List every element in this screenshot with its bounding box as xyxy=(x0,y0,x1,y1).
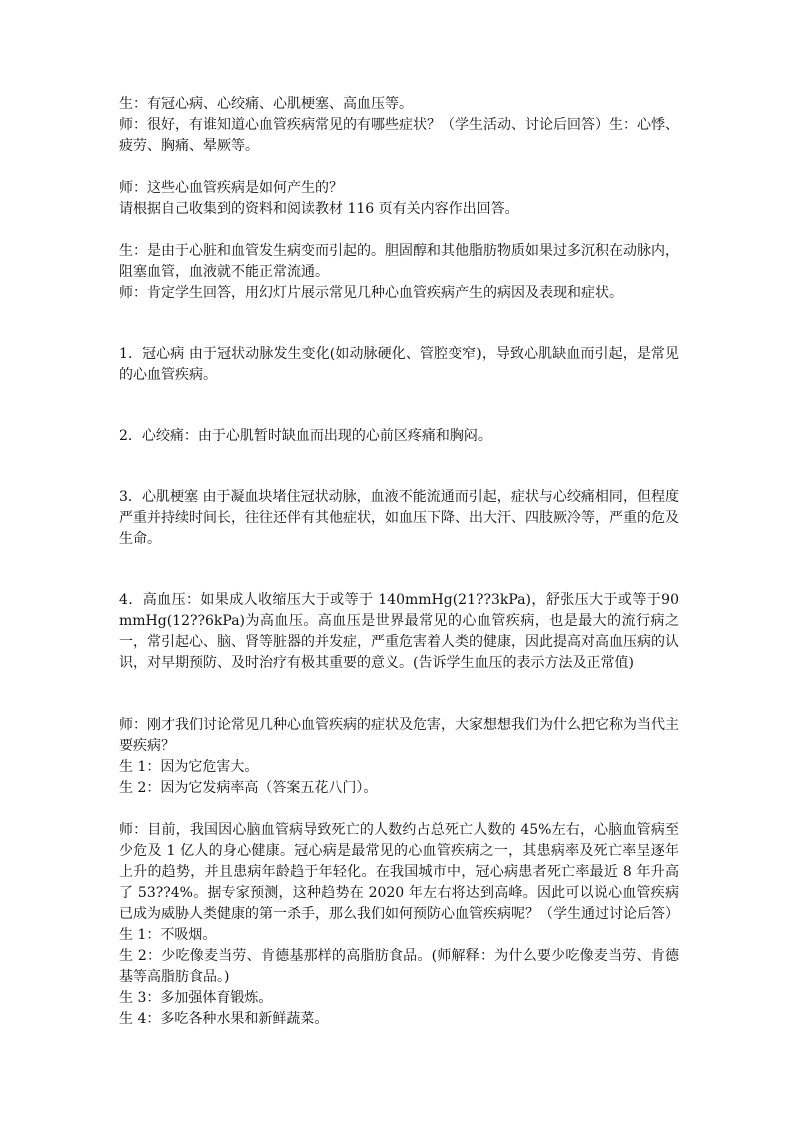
paragraph-gap xyxy=(119,799,679,820)
disease-angina: 2．心绞痛：由于心肌暂时缺血而出现的心前区疼痛和胸闷。 xyxy=(119,428,492,444)
teacher-slides: 师：肯定学生回答，用幻灯片展示常见几种心血管疾病产生的病因及表现和症状。 xyxy=(119,285,623,301)
teacher-statistics: 师：目前，我国因心脑血管病导致死亡的人数约占总死亡人数的 45%左右，心脑血管病至少危及 1 亿人的身心健康。冠心病是最常见的心血管疾病之一，其患病率及死亡率呈逐年上升的趋势，并且患病年龄趋于年轻化。在我国城市中，冠心病患者死亡率最近 8 年升高了 53??4%。据专家预测，这种趋势在 2020 年左右将达到高峰。因此可以说心血管疾病已成为威胁人类健康的第一杀手，那么我们如何预防心血管疾病呢？（学生通过讨论后答） xyxy=(119,822,679,922)
instruction-textbook: 请根据自己收集到的资料和阅读教材 116 页有关内容作出回答。 xyxy=(119,201,519,217)
disease-hypertension: 4．高血压：如果成人收缩压大于或等于 140mmHg(21??3kPa)，舒张压大于或等于90mmHg(12??6kPa)为高血压。高血压是世界最常见的心血管疾病，也是最大的流行病之一，常引起心、脑、肾等脏器的并发症，严重危害着人类的健康，因此提高对高血压病的认识，对早期预防、及时治疗有极其重要的意义。(告诉学生血压的表示方法及正常值) xyxy=(119,592,679,671)
answer-causes: 生：是由于心脏和血管发生病变而引起的。胆固醇和其他脂肪物质如果过多沉积在动脉内，阻塞血管，血液就不能正常流通。 xyxy=(119,243,679,280)
paragraph-gap xyxy=(119,304,679,344)
paragraph-gap xyxy=(119,447,679,487)
student-4-prevention: 生 4：多吃各种水果和新鲜蔬菜。 xyxy=(119,1011,329,1027)
student-3-prevention: 生 3：多加强体育锻炼。 xyxy=(119,990,273,1006)
answer-diseases: 生：有冠心病、心绞痛、心肌梗塞、高血压等。 xyxy=(119,96,413,112)
teacher-question-causes: 师：这些心血管疾病是如何产生的？ xyxy=(119,180,343,196)
paragraph-gap xyxy=(119,386,679,426)
paragraph-gap xyxy=(119,220,679,241)
document-body xyxy=(119,94,679,1030)
teacher-question-symptoms: 师：很好，有谁知道心血管疾病常见的有哪些症状？（学生活动、讨论后回答）生：心悸、疲劳、胸痛、晕厥等。 xyxy=(119,117,679,154)
student-1-answer: 生 1：因为它危害大。 xyxy=(119,759,259,775)
student-2-prevention: 生 2：少吃像麦当劳、肯德基那样的高脂肪食品。(师解释：为什么要少吃像麦当劳、肯德基等高脂肪食品。) xyxy=(119,948,679,985)
student-2-answer: 生 2：因为它发病率高（答案五花八门）。 xyxy=(119,780,378,796)
disease-infarction: 3．心肌梗塞 由于凝血块堵住冠状动脉，血液不能流通而引起，症状与心绞痛相同，但程度严重并持续时间长，往往还伴有其他症状，如血压下降、出大汗、四肢厥冷等，严重的危及生命。 xyxy=(119,489,679,547)
paragraph-gap xyxy=(119,157,679,178)
teacher-main-disease: 师：刚才我们讨论常见几种心血管疾病的症状及危害，大家想想我们为什么把它称为当代主要疾病？ xyxy=(119,717,679,754)
paragraph-gap xyxy=(119,550,679,590)
student-1-prevention: 生 1：不吸烟。 xyxy=(119,927,217,943)
paragraph-gap xyxy=(119,674,679,715)
disease-coronary: 1．冠心病 由于冠状动脉发生变化(如动脉硬化、管腔变窄)，导致心肌缺血而引起，是常见的心血管疾病。 xyxy=(119,346,679,383)
